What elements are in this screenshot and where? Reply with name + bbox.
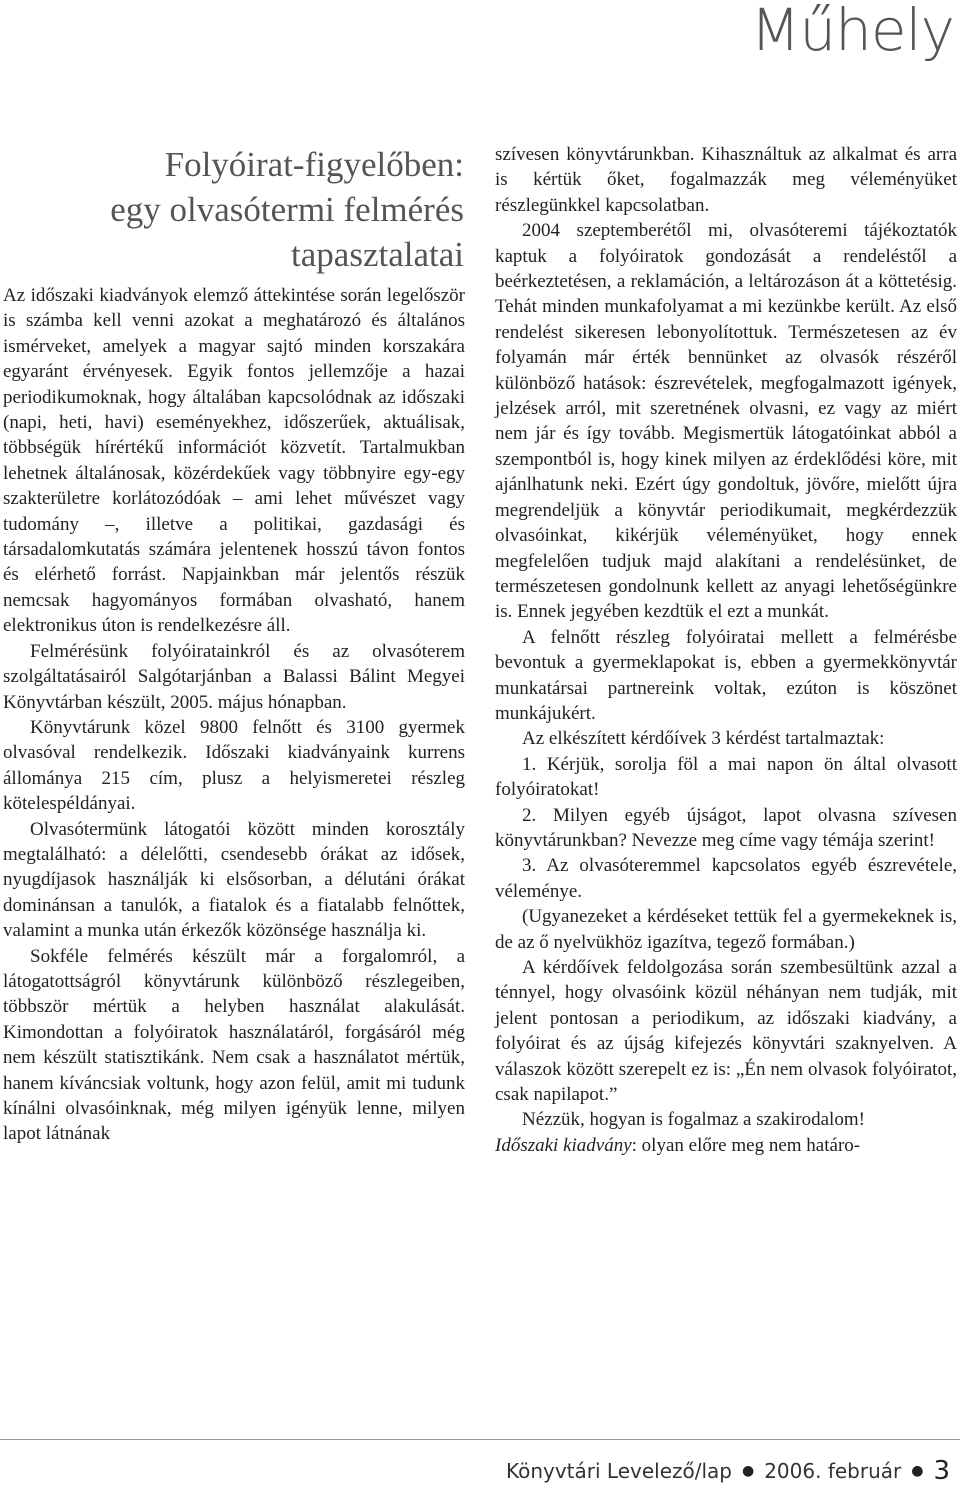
title-line-2: egy olvasótermi felmérés xyxy=(110,190,464,229)
paragraph: Az időszaki kiadványok elemző áttekintése során legelőször is számba kell venni azokat a meghatározó és általános ismérveket, amelyek a magyar sajtó minden korszakára egyaránt érvényesek. Egyik fontos jellemzője a hazai periodikumoknak, hogy általában kapcsolódnak az időszaki (napi, heti, havi) eseményekhez, időszerűek, aktuálisak, többségük hírértékű információt közvetít. Tartalmukban lehetnek általánosak, közérdekűek vagy többnyire egy-egy szakterületre korlátozódóak – ami lehet művészet vagy tudomány –, illetve a politikai, gazdasági és társadalomkutatás számára jelentenek hosszú távon fontos és elérhető forrást. Napjainkban már jelentős részük nemcsak hagyományos formában olvasható, hanem elektronikus úton is rendelkezésre áll. xyxy=(3,285,465,637)
paragraph-definition xyxy=(495,1133,957,1158)
page-number: 3 xyxy=(933,1456,950,1486)
paragraph: Felmérésünk folyóiratainkról és az olvasóterem szolgáltatásairól Salgótarjánban a Balassi Bálint Megyei Könyvtárban készült, 2005. május hónapban. xyxy=(3,640,465,713)
footer-divider xyxy=(0,1439,960,1440)
paragraph: szívesen könyvtárunkban. Kihasználtuk az alkalmat és arra is kértük őket, fogalmazzák meg véleményüket részlegünkkel kapcsolatban. xyxy=(495,144,957,216)
section-header: Műhely xyxy=(750,0,954,64)
article-title xyxy=(0,142,464,277)
issue-date: 2006. február xyxy=(764,1459,902,1483)
title-line-3: tapasztalatai xyxy=(291,235,464,274)
question-1: 1. Kérjük, sorolja föl a mai napon ön által olvasott folyóiratokat! xyxy=(495,753,957,801)
paragraph: A kérdőívek feldolgozása során szembesültünk azzal a ténnyel, hogy olvasóink közül néhányan nem tudják, mit jelent pontosan a periodikum, az időszaki kiadvány, a folyóirat és az újság kifejezés könyvtári szaknyelven. A válaszok között szerepelt ez is: „Én nem olvasok folyóiratot, csak napilapot.” xyxy=(495,957,957,1106)
page-footer xyxy=(506,1456,950,1486)
paragraph: Az elkészített kérdőívek 3 kérdést tartalmaztak: xyxy=(522,728,885,750)
paragraph: A felnőtt részleg folyóiratai mellett a felmérésbe bevontuk a gyermeklapokat is, ebben a gyermekkönyvtár munkatársai partnereink voltak, ezúton is köszönet munkájukért. xyxy=(495,626,957,724)
paragraph: Nézzük, hogyan is fogalmaz a szakirodalom! xyxy=(522,1109,865,1131)
paragraph: (Ugyanezeket a kérdéseket tettük fel a gyermekeknek is, de az ő nyelvükhöz igazítva, tegező formában.) xyxy=(495,906,957,953)
bullet-icon: ● xyxy=(911,1463,924,1479)
left-column xyxy=(3,283,465,1147)
paragraph: Olvasótermünk látogatói között minden korosztály megtalálható: a délelőtti, csendesebb órákat az idősek, nyugdíjasok használják ki elsősorban, a délutáni órákat dominánsan a tanulók, a fiatalok és a fiatalabb felnőttek, valamint a munka után érkezők közönsége használja ki. xyxy=(3,818,465,942)
paragraph: Könyvtárunk közel 9800 felnőtt és 3100 gyermek olvasóval rendelkezik. Időszaki kiadványaink kurrens állománya 215 cím, plusz a helyismeretei részleg kötelespéldányai. xyxy=(3,716,465,815)
paragraph: 2004 szeptemberétől mi, olvasóteremi tájékoztatók kaptuk a folyóiratok gondozását a rendeléstől a beérkeztetésen, a reklamáción, a leltározáson át a köttetésig. Tehát minden munkafolyamat a mi kezünkbe került. Az első rendelést sikeresen lebonyolítottuk. Természetesen az év folyamán már érték bennünket az olvasók részéről különböző hatások: észrevételek, megfogalmazott igények, jelzések arról, mit szeretnének olvasni, ez vagy az miért nem jár és így tovább. Megismertük látogatóinkat abból a szempontból is, hogy kinek milyen az érdeklődési köre, mit ajánlhatunk neki. Ezért úgy gondoltuk, jövőre, mielőtt újra megrendeljük a könyvtár periodikumait, megkérdezzük olvasóinkat, kikérjük véleményüket, hogy ennek megfelelően tudjuk majd alakítani a rendelésünket, de természetesen gondolnunk kellett az anyagi lehetőségünkre is. Ennek jegyében kezdtük el ezt a munkát. xyxy=(495,220,957,623)
question-3: 3. Az olvasóteremmel kapcsolatos egyéb észrevétele, véleménye. xyxy=(495,855,957,902)
right-column xyxy=(495,142,957,1158)
publication-name: Könyvtári Levelező/lap xyxy=(505,1459,732,1483)
bullet-icon: ● xyxy=(741,1463,755,1479)
title-line-1: Folyóirat-figyelőben: xyxy=(164,145,464,184)
question-2: 2. Milyen egyéb újságot, lapot olvasna szívesen könyvtárunkban? Nevezze meg címe vagy témája szerint! xyxy=(495,804,957,851)
paragraph: Sokféle felmérés készült már a forgalomról, a látogatottságról könyvtárunk különböző részlegeiben, többször mértük a helyben használat alakulását. Kimondottan a folyóiratok használatáról, forgásáról még nem készült statisztikánk. Nem csak a használatot mértük, hanem kíváncsiak voltunk, hogy azon felül, amit mi tudunk kínálni olvasóinknak, még milyen igényük lenne, milyen lapot látnának xyxy=(3,945,465,1145)
definition-text: : olyan előre meg nem határo- xyxy=(631,1134,861,1156)
defined-term: Időszaki kiadvány xyxy=(495,1134,632,1156)
